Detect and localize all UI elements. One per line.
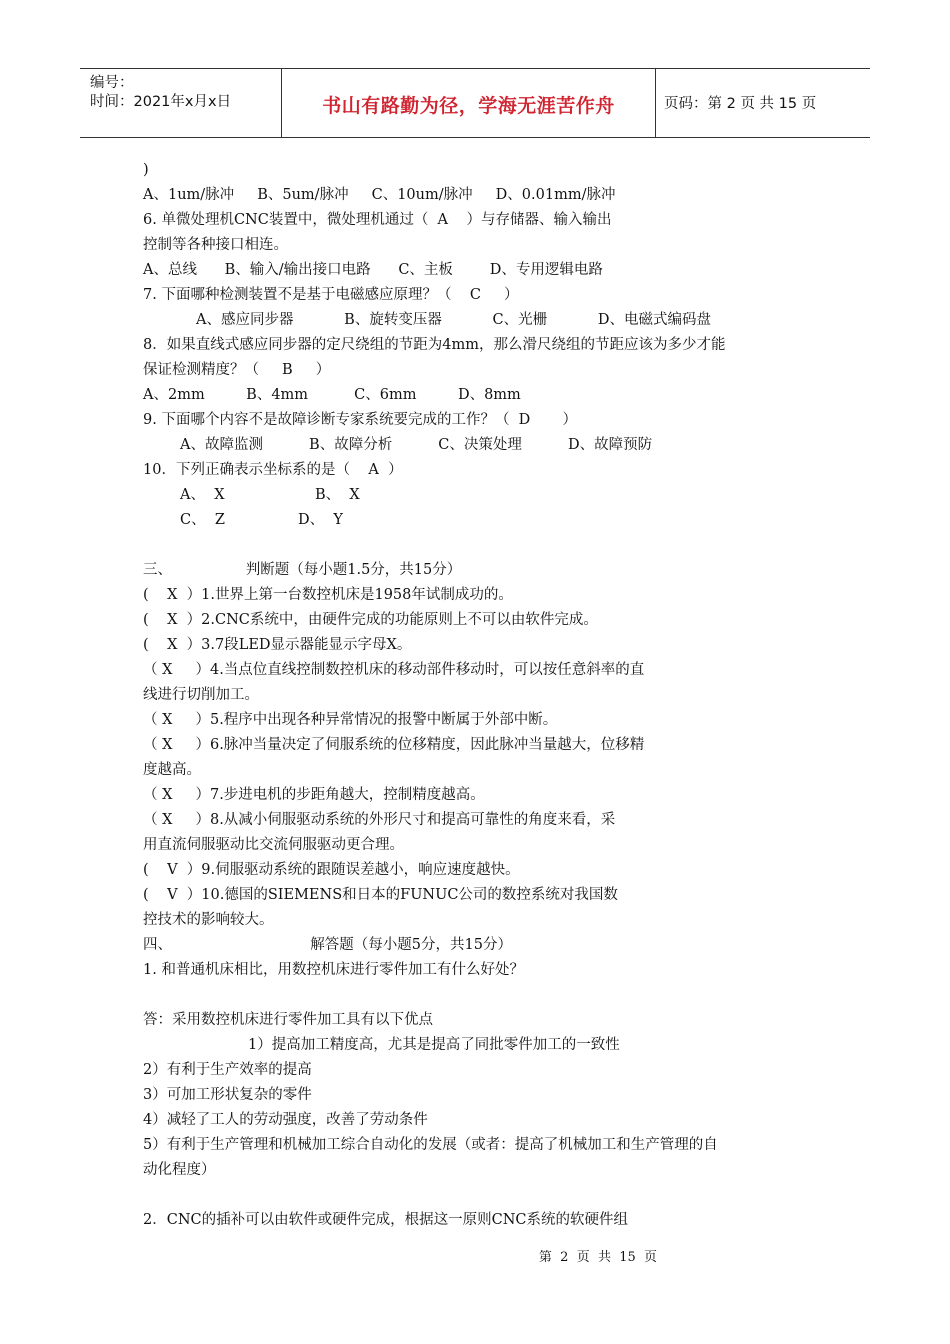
text-line: 8．如果直线式感应同步器的定尺绕组的节距为4mm，那么滑尺绕组的节距应该为多少才能 <box>143 337 726 353</box>
page-footer: 第 2 页 共 15 页 <box>538 1250 658 1265</box>
text-line: 1）提高加工精度高，尤其是提高了同批零件加工的一致性 <box>248 1037 620 1053</box>
text-line: ( V ）10.德国的SIEMENS和日本的FUNUC公司的数控系统对我国数 <box>143 887 618 903</box>
section-heading: 三、 判断题（每小题1.5分，共15分） <box>143 562 462 578</box>
text-line: ( V ）9.伺服驱动系统的跟随误差越小，响应速度越快。 <box>143 862 520 878</box>
time-label: 时间：2021年x月x日 <box>90 94 232 110</box>
text-line: 控技术的影响较大。 <box>143 912 274 928</box>
text-line: 线进行切削加工。 <box>143 687 259 703</box>
text-line: 2．CNC的插补可以由软件或硬件完成，根据这一原则CNC系统的软硬件组 <box>143 1212 628 1228</box>
text-line: 控制等各种接口相连。 <box>143 237 288 253</box>
header-meta <box>80 69 282 137</box>
text-line: 1. 和普通机床相比，用数控机床进行零件加工有什么好处？ <box>143 962 524 978</box>
text-line: 2）有利于生产效率的提高 <box>143 1062 312 1078</box>
text-line: （ X ）5.程序中出现各种异常情况的报警中断属于外部中断。 <box>143 712 558 728</box>
text-line: A、总线 B、输入/输出接口电路 C、主板 D、专用逻辑电路 <box>143 262 603 278</box>
text-line: （ X ）4.当点位直线控制数控机床的移动部件移动时，可以按任意斜率的直 <box>143 662 645 678</box>
page-number-label: 页码：第 2 页 共 15 页 <box>664 96 817 112</box>
option-d: D、 Y <box>298 512 343 528</box>
header-motto-cell <box>282 69 656 137</box>
text-line: 5）有利于生产管理和机械加工综合自动化的发展（或者：提高了机械加工和生产管理的自 <box>143 1137 718 1153</box>
text-line: 动化程度） <box>143 1162 216 1178</box>
text-line: （ X ）7.步进电机的步距角越大，控制精度越高。 <box>143 787 485 803</box>
text-line: 3）可加工形状复杂的零件 <box>143 1087 312 1103</box>
text-line: 度越高。 <box>143 762 201 778</box>
option-a: A、 X <box>180 487 225 503</box>
text-line: 6. 单微处理机CNC装置中，微处理机通过（ A ）与存储器、输入输出 <box>143 212 612 228</box>
text-line: 用直流伺服驱动比交流伺服驱动更合理。 <box>143 837 404 853</box>
text-line: 保证检测精度？（ B ） <box>143 362 331 378</box>
option-b: B、 X <box>315 487 360 503</box>
text-line: ( X ）3.7段LED显示器能显示字母X。 <box>143 637 412 653</box>
text-line: 4）减轻了工人的劳动强度，改善了劳动条件 <box>143 1112 428 1128</box>
text-line: 答：采用数控机床进行零件加工具有以下优点 <box>143 1012 433 1028</box>
text-line: ( X ）2.CNC系统中，由硬件完成的功能原则上不可以由软件完成。 <box>143 612 598 628</box>
text-line: （ X ）6.脉冲当量决定了伺服系统的位移精度，因此脉冲当量越大，位移精 <box>143 737 645 753</box>
text-line: ) <box>143 162 149 178</box>
text-line: A、2mm B、4mm C、6mm D、8mm <box>143 387 521 403</box>
text-line: （ X ）8.从减小伺服驱动系统的外形尺寸和提高可靠性的角度来看，采 <box>143 812 616 828</box>
text-line: ( X ）1.世界上第一台数控机床是1958年试制成功的。 <box>143 587 513 603</box>
option-c: C、 Z <box>180 512 225 528</box>
text-line: A、感应同步器 B、旋转变压器 C、光栅 D、电磁式编码盘 <box>196 312 711 328</box>
section-heading: 四、 解答题（每小题5分，共15分） <box>143 937 512 953</box>
number-label: 编号： <box>90 75 134 91</box>
text-line: A、故障监测 B、故障分析 C、决策处理 D、故障预防 <box>180 437 653 453</box>
text-line: 9. 下面哪个内容不是故障诊断专家系统要完成的工作？（ D ） <box>143 412 578 428</box>
text-line: 10．下列正确表示坐标系的是（ A ） <box>143 462 403 478</box>
text-line: 7. 下面哪种检测装置不是基于电磁感应原理？（ C ） <box>143 287 519 303</box>
page-header <box>80 68 870 138</box>
motto: 书山有路勤为径，学海无涯苦作舟 <box>322 95 615 117</box>
text-line: A、1um/脉冲 B、5um/脉冲 C、10um/脉冲 D、0.01mm/脉冲 <box>143 187 616 203</box>
header-page-cell <box>656 69 870 137</box>
